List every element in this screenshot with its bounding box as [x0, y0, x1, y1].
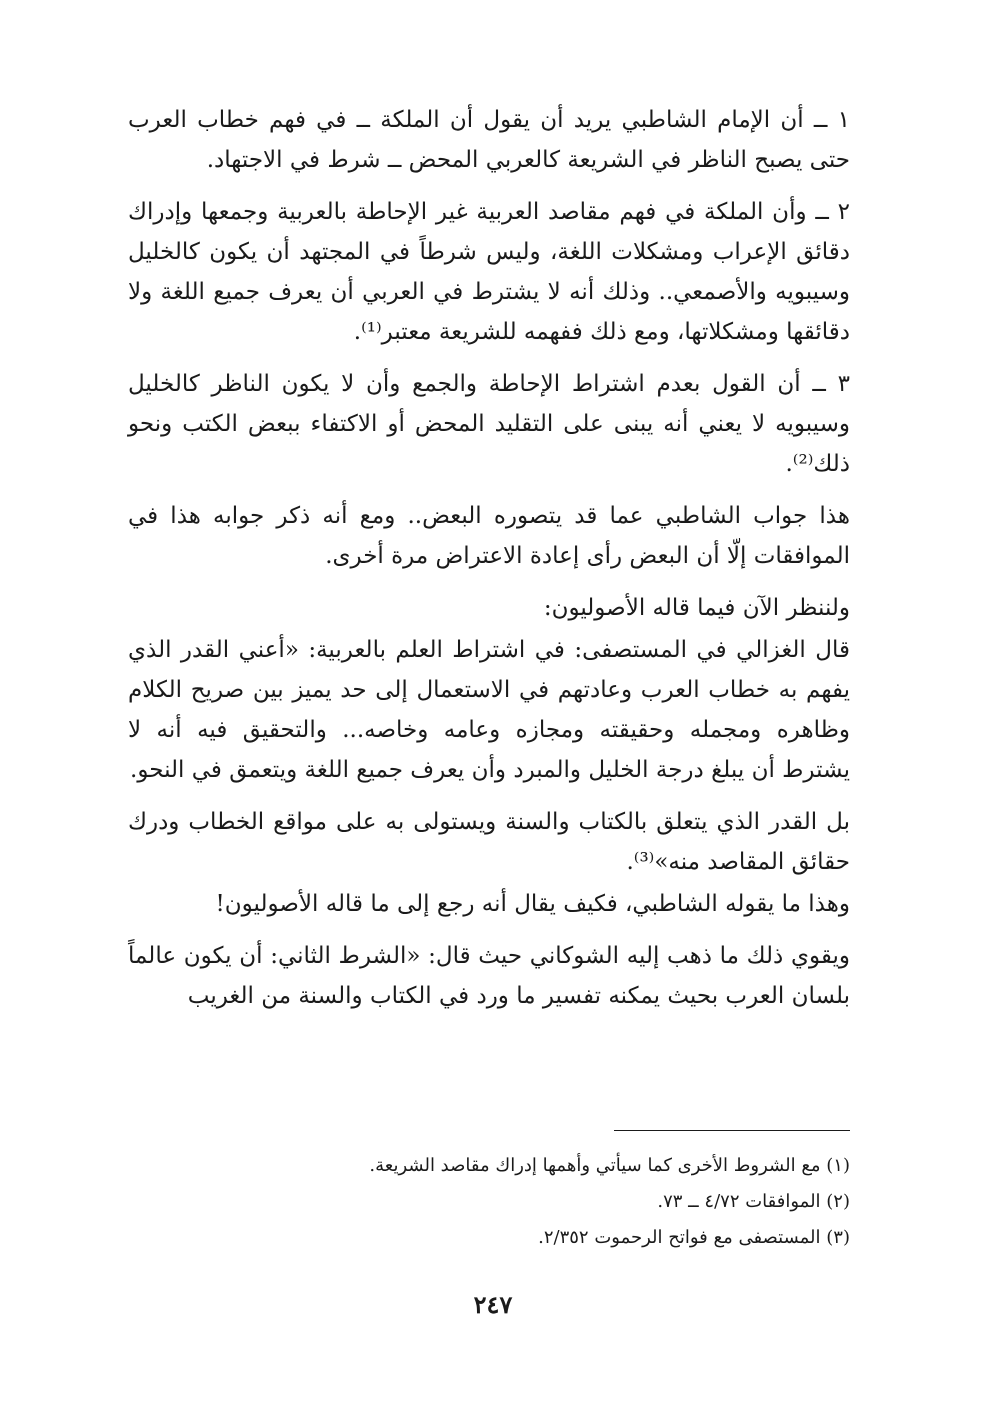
footnote-2: (٢) الموافقات ٤/٧٢ ــ ٧٣. [657, 1191, 850, 1212]
paragraph-point-2: ٢ ــ وأن الملكة في فهم مقاصد العربية غير الإحاطة بالعربية وجمعها وإدراك دقائق الإعراب ومشكلات اللغة، وليس شرطاً في المجتهد أن يكون كالخليل وسيبويه والأصمعي.. وذلك أنه لا يشترط في العربي أن يعرف جميع اللغة ولا دقائقها ومشكلاتها، ومع ذلك ففهمه للشريعة معتبر⁽¹⁾. [128, 199, 850, 345]
paragraph-quote-continuation: بل القدر الذي يتعلق بالكتاب والسنة ويستولى به على مواقع الخطاب ودرك حقائق المقاصد منه»⁽³⁾. [128, 809, 850, 875]
paragraph-ghazali-quote: قال الغزالي في المستصفى: في اشتراط العلم بالعربية: «أعني القدر الذي يفهم به خطاب العرب وعادتهم في الاستعمال إلى حد يميز بين صريح الكلام وظاهره ومجمله وحقيقته ومجازه وعامه وخاصه... والتحقيق فيه أنه لا يشترط أن يبلغ درجة الخليل والمبرد وأن يعرف جميع اللغة ويتعمق في النحو. [128, 637, 850, 783]
page-body [128, 100, 850, 1028]
paragraph-shatibi-answer: هذا جواب الشاطبي عما قد يتصوره البعض.. ومع أنه ذكر جوابه هذا في الموافقات إلّا أن البعض رأى إعادة الاعتراض مرة أخرى. [128, 503, 850, 569]
footnote-separator [614, 1130, 850, 1131]
paragraph-shawkani-quote: ويقوي ذلك ما ذهب إليه الشوكاني حيث قال: «الشرط الثاني: أن يكون عالماً بلسان العرب بحيث يمكنه تفسير ما ورد في الكتاب والسنة من الغريب [128, 943, 850, 1009]
paragraph-point-1: ١ ــ أن الإمام الشاطبي يريد أن يقول أن الملكة ــ في فهم خطاب العرب حتى يصبح الناظر في الشريعة كالعربي المحض ــ شرط في الاجتهاد. [128, 107, 850, 173]
footnotes [300, 1148, 850, 1256]
paragraph-point-3: ٣ ــ أن القول بعدم اشتراط الإحاطة والجمع وأن لا يكون الناظر كالخليل وسيبويه لا يعني أنه يبنى على التقليد المحض أو الاكتفاء ببعض الكتب ونحو ذلك⁽²⁾. [128, 371, 850, 477]
page-number: ٢٤٧ [473, 1290, 513, 1319]
footnote-3: (٣) المستصفى مع فواتح الرحموت ٢/٣٥٢. [538, 1227, 850, 1248]
paragraph-usuliyyun-intro: ولننظر الآن فيما قاله الأصوليون: [543, 595, 850, 621]
footnote-1: (١) مع الشروط الأخرى كما سيأتي وأهمها إدراك مقاصد الشريعة. [369, 1155, 850, 1176]
paragraph-shatibi-conclusion: وهذا ما يقوله الشاطبي، فكيف يقال أنه رجع إلى ما قاله الأصوليون! [215, 891, 850, 917]
